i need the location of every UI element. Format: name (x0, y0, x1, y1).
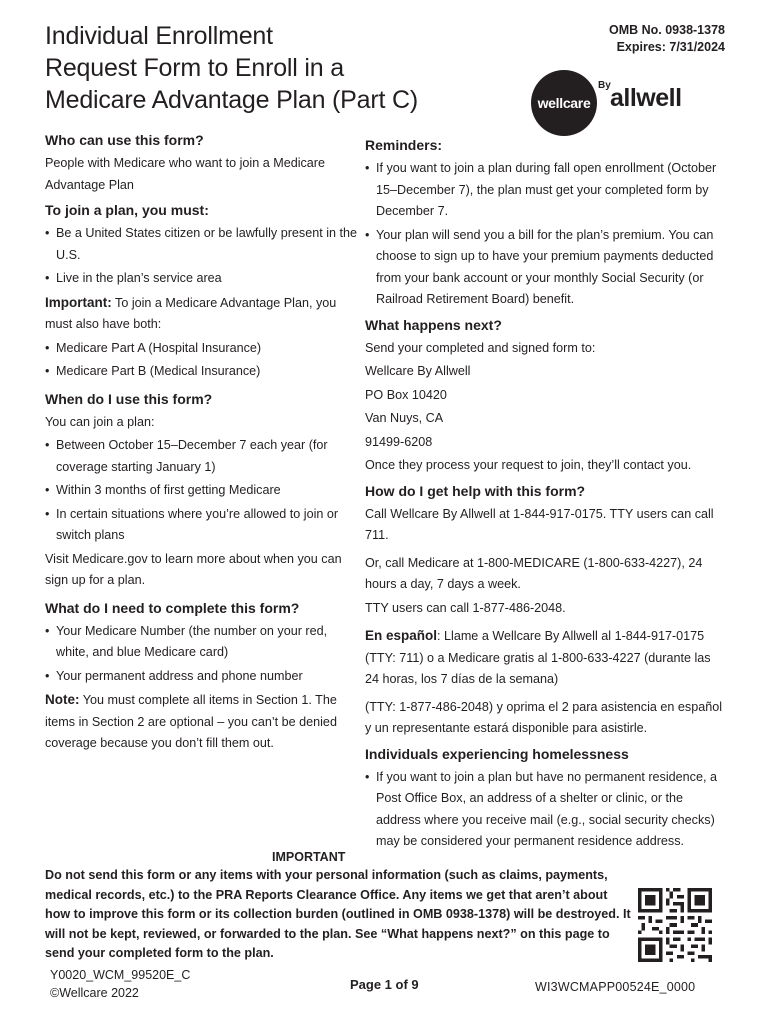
note-lead: Note: (45, 692, 80, 707)
mailing-address (365, 361, 727, 453)
list-item: • Be a United States citizen or be lawfully present in the U.S. (45, 223, 357, 266)
address-line: Wellcare By Allwell (365, 364, 471, 378)
espanol-lead: En español (365, 628, 438, 643)
omb-number: OMB No. 0938-1378 (608, 23, 725, 37)
address-line: PO Box 10420 (365, 387, 447, 402)
form-code: Y0020_WCM_99520E_C (50, 968, 191, 982)
list-item: • Within 3 months of first getting Medicare (45, 480, 357, 502)
list-item: • In certain situations where you’re allowed to join or switch plans (45, 504, 357, 547)
parts-list (45, 338, 357, 383)
note-text: You must complete all items in Section 1. The items in Section 2 are optional – you can’t be denied coverage because you don’t fill them out. (45, 693, 337, 750)
espanol-paragraph (365, 625, 727, 691)
espanol-text: : Llame a Wellcare By Allwell al 1-844-917-0175 (TTY: 711) o a Medicare gratis al 1-800-633-4227 (durante las 24 horas, los 7 días de la semana) (365, 629, 711, 686)
address-line: Van Nuys, CA (365, 411, 444, 425)
visit-text: Visit Medicare.gov to learn more about when you can sign up for a plan. (45, 551, 342, 587)
list-item: • Medicare Part A (Hospital Insurance) (45, 338, 357, 360)
when-list (45, 435, 357, 547)
page-number: Page 1 of 9 (350, 977, 419, 992)
omb-info (609, 22, 725, 56)
important-text: To join a Medicare Advantage Plan, you must also have both: (45, 295, 337, 331)
list-item: • Live in the plan’s service area (45, 268, 357, 290)
process-text: Once they process your request to join, they’ll contact you. (365, 458, 692, 472)
list-item: • Your permanent address and phone number (45, 666, 357, 688)
list-item: • Between October 15–December 7 each year (for coverage starting January 1) (45, 435, 357, 478)
list-item: • If you want to join a plan but have no permanent residence, a Post Office Box, an address of a shelter or clinic, or the address where you receive mail (e.g., social security checks) may be considered your permanent residence address. (365, 767, 727, 853)
allwell-logo: allwell (610, 84, 682, 112)
help-text: TTY users can call 1-877-486-2048. (365, 600, 566, 615)
list-item: • Your plan will send you a bill for the plan’s premium. You can choose to sign up to have your premium payments deducted from your bank account or your monthly Social Security (or Railroad Retirement Board) benefit. (365, 225, 727, 311)
who-text: People with Medicare who want to join a Medicare Advantage Plan (45, 156, 326, 192)
omb-expires: Expires: 7/31/2024 (616, 40, 725, 54)
footer-left (50, 966, 190, 1002)
need-heading: What do I need to complete this form? (45, 599, 300, 616)
note-paragraph (45, 689, 357, 755)
page-title (45, 20, 465, 116)
important-lead: Important: (45, 294, 112, 310)
title-line: Individual Enrollment (45, 22, 273, 50)
title-line: Medicare Advantage Plan (Part C) (45, 86, 418, 114)
important-notice: Do not send this form or any items with your personal information (such as claims, payments, medical records, etc.) to the PRA Reports Clearance Office. Any items we get that aren’t about how to improve this form or its collection burden (outlined in OMB 0938-1378) will be destroyed. It will not be kept, reviewed, or forwarded to the plan. See “What happens next?” on this page to send your completed form to the plan. (45, 868, 631, 960)
help-heading: How do I get help with this form? (365, 482, 586, 499)
list-item: • If you want to join a plan during fall open enrollment (October 15–December 7), the plan must get your completed form by December 7. (365, 158, 727, 223)
left-column (45, 126, 357, 757)
help-text: Call Wellcare By Allwell at 1-844-917-0175. TTY users can call 711. (365, 506, 714, 542)
homeless-heading: Individuals experiencing homelessness (365, 745, 629, 762)
important-paragraph (45, 292, 357, 336)
right-column (365, 131, 727, 855)
homeless-list (365, 767, 727, 853)
join-heading: To join a plan, you must: (45, 202, 209, 218)
reminders-list (365, 158, 727, 311)
qr-code (638, 888, 712, 962)
next-heading: What happens next? (365, 316, 502, 333)
document-id: WI3WCMAPP00524E_0000 (535, 980, 696, 994)
next-text: Send your completed and signed form to: (365, 340, 596, 355)
wellcare-logo (531, 70, 597, 136)
important-heading: IMPORTANT (272, 850, 346, 864)
help-text: Or, call Medicare at 1-800-MEDICARE (1-800-633-4227), 24 hours a day, 7 days a week. (365, 555, 703, 591)
join-list (45, 223, 357, 290)
need-list (45, 621, 357, 688)
reminders-heading: Reminders: (365, 137, 443, 153)
address-line: 91499-6208 (365, 434, 433, 449)
copyright: ©Wellcare 2022 (50, 986, 139, 1000)
when-heading: When do I use this form? (45, 390, 213, 407)
espanol-text-2: (TTY: 1-877-486-2048) y oprima el 2 para asistencia en español y un representante estará disponible para asistirle. (365, 699, 723, 735)
list-item: • Your Medicare Number (the number on your red, white, and blue Medicare card) (45, 621, 357, 664)
list-item: • Medicare Part B (Medical Insurance) (45, 361, 357, 383)
who-heading: Who can use this form? (45, 132, 204, 148)
title-line: Request Form to Enroll in a (45, 54, 344, 82)
when-text: You can join a plan: (45, 414, 155, 429)
wellcare-logo-text: wellcare (537, 95, 591, 111)
logo-by: By (598, 80, 611, 91)
